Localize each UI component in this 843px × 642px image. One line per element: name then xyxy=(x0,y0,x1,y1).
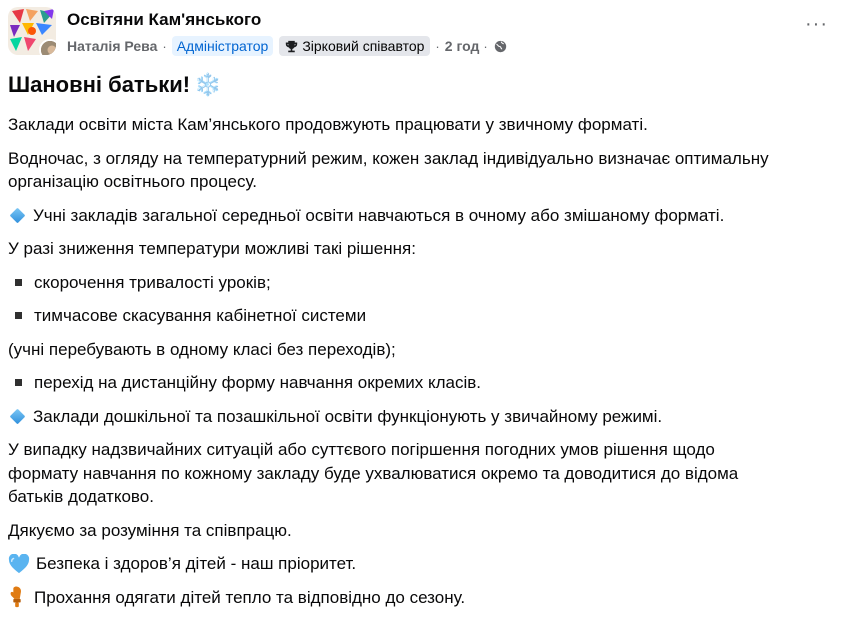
post-title xyxy=(8,68,836,102)
bullet-item xyxy=(8,204,836,228)
black-square-icon xyxy=(15,279,22,286)
author-name[interactable]: Наталія Рева xyxy=(67,38,158,54)
paragraph xyxy=(8,438,836,509)
globe-icon xyxy=(494,40,507,53)
mitten-icon xyxy=(8,586,26,608)
paragraph-line: організацію освітнього процесу. xyxy=(8,172,257,191)
group-name[interactable]: Освітяни Кам'янського xyxy=(67,10,262,29)
paragraph-line: У випадку надзвичайних ситуацій або суттєвого погіршення погодних умов рішення щодо xyxy=(8,440,715,459)
separator-dot: · xyxy=(435,38,440,54)
admin-badge[interactable]: Адміністратор xyxy=(172,36,274,56)
snowflake-icon: ❄️ xyxy=(194,72,222,97)
blue-diamond-icon xyxy=(10,408,26,424)
paragraph: У разі зниження температури можливі такі рішення: xyxy=(8,239,416,258)
black-square-icon xyxy=(15,312,22,319)
author-avatar[interactable] xyxy=(39,39,56,55)
post-time[interactable]: 2 год xyxy=(444,38,480,54)
paragraph: (учні перебувають в одному класі без переходів); xyxy=(8,339,396,359)
bullet-text: Безпека і здоров’я дітей - наш пріоритет. xyxy=(36,554,357,573)
paragraph-line: батьків додатково. xyxy=(8,487,154,506)
list-item xyxy=(8,271,836,295)
bullet-text: Прохання одягати дітей тепло та відповідно до сезону. xyxy=(34,587,466,607)
list-item-text: тимчасове скасування кабінетної системи xyxy=(34,306,367,325)
list-item-text: перехід на дистанційну форму навчання окремих класів. xyxy=(34,373,482,392)
separator-dot: · xyxy=(162,38,167,54)
list-item xyxy=(8,304,836,328)
bullet-item xyxy=(8,586,836,610)
paragraph: Дякуємо за розуміння та співпрацю. xyxy=(8,520,292,540)
blue-heart-icon xyxy=(8,554,30,574)
paragraph-line: Водночас, з огляду на температурний режим, кожен заклад індивідуально визначає оптимальну xyxy=(8,148,769,168)
post-title-text: Шановні батьки! xyxy=(8,72,191,97)
paragraph xyxy=(8,147,836,194)
blue-diamond-icon xyxy=(10,207,26,223)
paragraph-line: формату навчання по кожному закладу буде ухвалюватися окремо та доводитися до відома xyxy=(8,463,739,483)
bullet-item xyxy=(8,552,836,576)
more-options-icon[interactable]: ··· xyxy=(805,13,828,35)
black-square-icon xyxy=(15,379,22,386)
list-item xyxy=(8,371,836,395)
post-header xyxy=(8,7,836,57)
bullet-item xyxy=(8,405,836,429)
post-meta xyxy=(67,34,507,58)
group-avatar[interactable] xyxy=(8,7,56,55)
bullet-text: Учні закладів загальної середньої освіти навчаються в очному або змішаному форматі. xyxy=(33,205,725,225)
paragraph: Заклади освіти міста Кам’янського продовжують працювати у звичному форматі. xyxy=(8,115,648,134)
star-badge-label: Зірковий співавтор xyxy=(302,38,425,54)
person-photo-icon xyxy=(41,41,56,55)
bullet-text: Заклади дошкільної та позашкільної освіти функціонують у звичайному режимі. xyxy=(33,406,663,426)
post-body xyxy=(8,68,836,619)
separator-dot: · xyxy=(483,38,488,54)
star-contributor-badge[interactable] xyxy=(279,36,430,56)
trophy-icon xyxy=(285,40,298,53)
list-item-text: скорочення тривалості уроків; xyxy=(34,272,271,292)
